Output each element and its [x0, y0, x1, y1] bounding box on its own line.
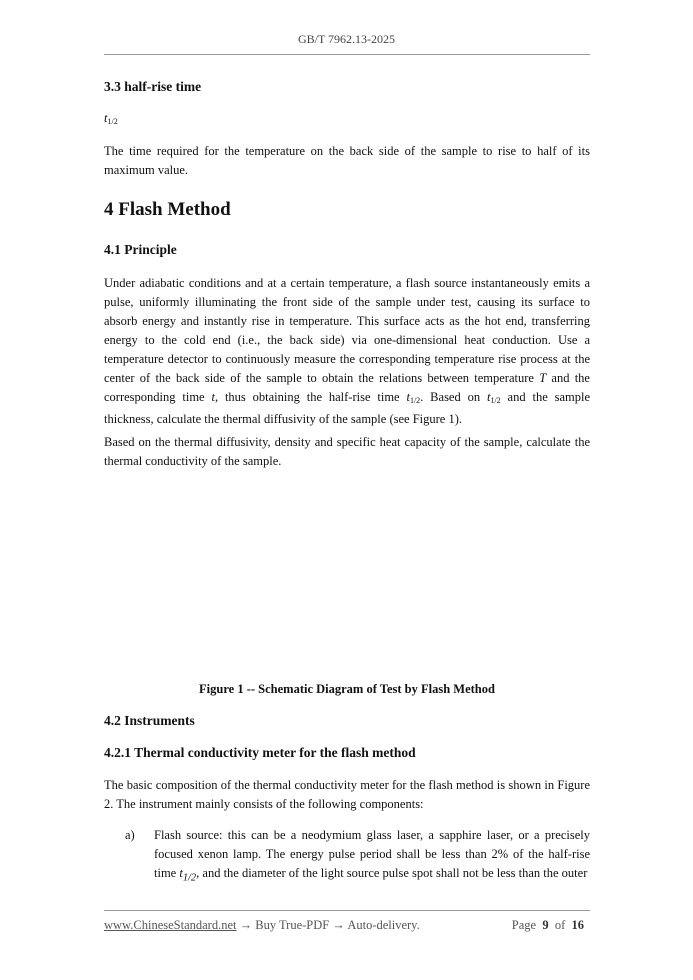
figure-1-area [104, 480, 590, 670]
of-word: of [554, 918, 566, 932]
p1-symbol-t-half-2 [487, 390, 501, 404]
p1-symbol-t-half-1 [406, 390, 420, 404]
p1-text-b: and the corresponding time [104, 371, 590, 404]
definition-3-3: The time required for the temperature on the back side of the sample to rise to half of its maximum value. [104, 144, 590, 177]
principle-paragraph-2: Based on the thermal diffusivity, density and specific heat capacity of the sample, calculate the thermal conductivity of the sample. [104, 435, 590, 468]
item-a-sym-base: t [179, 866, 183, 880]
p1-text-e: and the sample thickness, calculate the thermal diffusivity of the sample (see Figure 1). [104, 390, 591, 426]
item-a-symbol-t-half [179, 866, 197, 884]
instruments-paragraph: The basic composition of the thermal conductivity meter for the flash method is shown in Figure 2. The instrument mainly consists of the following components: [104, 778, 590, 811]
footer-page-number [512, 918, 584, 933]
p1-symbol-t: t [211, 390, 215, 404]
heading-4-2: 4.2 Instruments [104, 713, 195, 728]
item-a-sym-sub: 1/2 [182, 872, 197, 884]
item-a-text-1: Flash source: this can be a neodymium glass laser, a sapphire laser, or a precisely focused xenon lamp. The energy pulse period shall be less than 2% of the half-rise time [154, 828, 590, 880]
footer-site-link[interactable]: www.ChineseStandard.net [104, 918, 237, 932]
page-total: 16 [571, 918, 584, 932]
footer-delivery: Auto-delivery. [347, 918, 420, 932]
list-item-a-text [154, 826, 590, 888]
header-rule [104, 54, 590, 55]
footer-arrow-1: → [239, 918, 253, 932]
p1-sym-sub-1: 1/2 [409, 396, 421, 405]
p1-sym-sub-2: 1/2 [490, 396, 501, 405]
footer-arrow-2: → [332, 918, 345, 932]
heading-4: 4 Flash Method [104, 199, 231, 220]
p1-text-d: . Based on [420, 390, 487, 404]
footer-buy-link[interactable]: Buy True-PDF [255, 918, 330, 932]
p1-sym-base-1: t [406, 390, 410, 404]
item-a-text-2: , and the diameter of the light source pulse spot shall not be less than the outer [196, 866, 588, 880]
symbol-t-half [104, 111, 118, 126]
p1-text-c: , thus obtaining the half-rise time [214, 390, 407, 404]
figure-1-caption: Figure 1 -- Schematic Diagram of Test by Flash Method [199, 682, 495, 696]
heading-3-3: 3.3 half-rise time [104, 79, 202, 94]
footer [104, 918, 590, 933]
heading-4-1: 4.1 Principle [104, 242, 177, 257]
p1-sym-base-2: t [486, 390, 491, 404]
symbol-base: t [104, 111, 108, 125]
heading-4-2-1: 4.2.1 Thermal conductivity meter for the flash method [104, 745, 416, 760]
list-item-a-label: a) [125, 828, 135, 842]
header-doc-code: GB/T 7962.13-2025 [297, 32, 396, 46]
page-word: Page [511, 918, 537, 932]
symbol-sub: 1/2 [107, 117, 118, 126]
footer-rule [104, 910, 590, 911]
principle-paragraph-1 [104, 274, 590, 429]
page-num: 9 [542, 918, 549, 932]
p1-symbol-T: T [539, 371, 547, 385]
p1-text-a: Under adiabatic conditions and at a certain temperature, a flash source instantaneously emits a pulse, uniformly illuminating the front side of the sample under test, causing its surface to absorb energy and instantly rise in temperature. This surface acts as the hot end, transferring energy to the cold end (i.e., the back side) via one-dimensional heat conduction. Use a temperature detector to continuously measure the corresponding temperature rise process at the center of the back side of the sample to obtain the relations between temperature [104, 276, 590, 385]
